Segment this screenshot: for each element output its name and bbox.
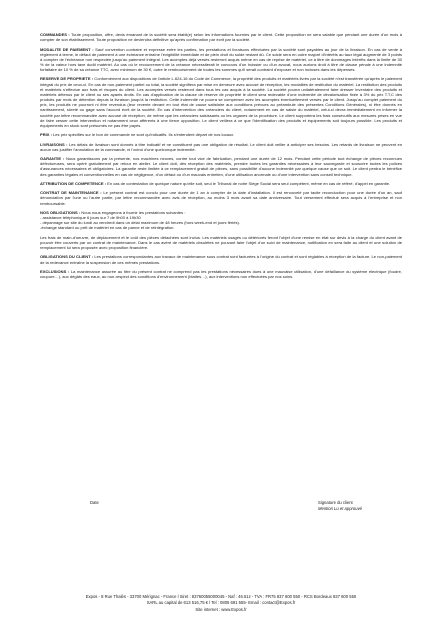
section-label: OBLIGATIONS DU CLIENT : [40,254,94,260]
company-footer [0,594,442,613]
section-text: Les délais de livraison sont donnés à titre indicatif et ne constituent pas une obligation de résultat. Le client doit veiller à anticiper ses besoins. Les retards de livraison ne peuvent en aucun cas justifier l'annulation de la commande, ni l'octroi d'une quelconque indemnité. [40,141,402,152]
section-text: Nous garantissons par la présente, nos machines neuves, contre tout vice de fabrication, pendant une durée de 12 mois. Pendant cette période tout échange de pièces reconnues défectueuses, sera opéré gratuitement par retour en atelier. Le client doit, dès réception des matériels, prendre toutes les garanties nécessaires à leur sauvegarde et souscrire toutes les polices d'assurances nécessaires et obligatoires. La garantie reste limitée à ce remplacement gratuit de pièces, sans possibilité d'aucune indemnité par quelque cause que ce soit. Le client perdra le bénéfice des garanties légales et conventionnelles en cas de négligence, d'un défaut ou d'un mauvais entretien, d'une utilisation anormale ou d'une intervention sans conseil technique. [40,156,403,177]
section-text: Le présent contrat est conclu pour une durée de 1 an à compter de la date d'installation. Il est renouvelé par tacite reconduction pour une durée d'un an, sauf dénonciation par l'une ou l'autre partie, par lettre recommandée avec avis de réception, au moins 3 mois avant sa date anniversaire. Tout versement effectué sera acquis à l'entreprise et non remboursable. [40,190,403,206]
section-text: La maintenance assurée au titre du présent contrat ne comprend pas les prestations nécessaires dues à une mauvaise utilisation, d'une défaillance du système électrique (foudre, coupure…), aux dégâts des eaux, au non-respect des conditions d'environnement (blattes…), aux interventions non effectuées par nos soins. [40,268,402,279]
section-text: Les prestations correspondantes aux travaux de maintenance sous contrat sont facturées à l'origine du contrat et sont réglables à réception de la facture. Le non-paiement de la redevance entraîne la suspension de ces mêmes prestations. [40,254,402,265]
section-attribution-competence [40,181,402,186]
section-nos-obligations [40,210,402,231]
signature-note: Mention Lu et approuvé [318,505,362,511]
section-text: En cas de contestation de quelque nature qu'elle soit, seul le Tribunal de notre Siège Social sera seul compétent, même en cas de référé, d'appel en garantie. [107,180,391,186]
section-label: CONTRAT DE MAINTENANCE : [40,190,102,196]
footer-contact-line: SARL au capital de 613 516,75 € l Tel : 0805 691 555- Email : contact@Expos.fr [146,600,296,606]
section-obligations-client [40,254,402,264]
section-label: COMMANDES : [40,32,70,37]
section-text: Les prix spécifiés sur le bon de commande ne sont qu'indicatifs. Ils s'entendent départ de nos locaux. [53,132,235,138]
section-label: GARANTIE : [40,156,65,162]
section-garantie [40,156,402,177]
section-prix [40,132,402,137]
date-label: Date [90,500,99,505]
section-modalite-paiement [40,47,402,73]
list-item: - dépannage sur site du lundi au vendredi dans un délai maximum de 48 heures (hors week-end et jours fériés). [40,220,240,226]
section-reserve-propriete [40,76,402,128]
section-commandes [40,32,402,42]
client-signature-block [318,500,362,511]
section-exclusions [40,269,402,279]
section-text: Les frais de main-d'oeuvre, de déplacement et le coût des pièces détachées sont inclus. Les matériels usagés ou détériorés feront l'objet d'une remise en état sur devis à la charge du client avant de pouvoir être couverts par un contrat de maintenance. Dans le cas avéré de matériels obsolètes ne pouvant faire l'objet d'un suivi de maintenance, notification en sera faite au client et une solution de remplacement lui sera proposée avec proposition financière. [40,234,402,250]
footer-company-line: Expos - 8 Rue Thalès - 33700 Mérignac - France l Siret : 83760055000045 - Naf : 46.51z - TVA : FR75 837 600 550 - RCS Bordeaux 837 600 550 [85,594,357,599]
list-item: -échange standard ou prêt de matériel en cas de panne et de réintégration. [40,225,175,231]
section-contrat-maintenance [40,190,402,205]
section-label: MODALITE DE PAIEMENT : [40,46,94,52]
section-label: PRIX : [40,132,52,138]
section-text: Toute proposition, offre, devis émanant de la société sera établi(e) selon les informations fournies par le client. Cette proposition ne sera valable que pendant une durée d'un mois à compter de son établissement. Toute proposition ne deviendra définitive qu'après confirmation par écrit par la société. [40,32,402,43]
section-label: ATTRIBUTION DE COMPETENCE : [40,180,107,186]
section-text: Conformément aux dispositions de l'article L.624-16 du Code de Commerce, la propriété des produits et matériels livrés par la société n'est transférée qu'après le paiement intégral du prix de ceux-ci. En cas de non-paiement partiel ou total, la société signifiera par mise en demeure avec accusé de réception, les modalités de restitution du matériel. La restitution des produits et matériels s'effectue aux frais et risques du client. Les acomptes versés resteront dans tous les cas acquis à la société. La société pourra unilatéralement faire dresser inventaire des produits et matériels détenus par le client ou ses ayants droits. En cas d'application de la clause de réserve de propriété le client sera redevable d'une indemnité de dévalorisation fixée à 3% du prix T.T.C des produits par mois de détention depuis la livraison jusqu'à la restitution. Cette indemnité ne pourra se compenser avec les acomptes éventuellement versés par le client. Jusqu'au complet paiement du prix, les produits ne pourront ni être revendus (leur revente devant en tout état de cause satisfaire aux conditions prévues au préambule des présentes Conditions Générales), ni être donnés en nantissement, sûreté ou gage sans l'accord écrit de la société. En cas d'intervention des créanciers du client, notamment en cas de saisie du matériel, celui-ci devra immédiatement en informer la société par lettre recommandée avec accusé de réception, de même que les créanciers saisissants ou les organes de la procédure. Le client supportera les frais consécutifs aux mesures prises en vue de faire cesser cette intervention et notamment ceux afférents à une tierce opposition. Le client veillera à ce que l'identification des produits et équipements soit toujours possible. Les produits et équipements en stock sont présumés ne pas être payés. [40,76,403,128]
section-label: RESERVE DE PROPRIETE : [40,76,94,82]
list-item: - assistance téléphonique 6 jours sur 7 de 9h00 à 19h30 [40,215,141,221]
section-text: Sauf convention contraire et expresse entre les parties, les prestations et livraisons effectuées par la société sont payables au jour de la livraison. En cas de vente à règlement à terme, le défaut de paiement à une échéance entraîne l'exigibilité immédiate et de plein droit du solde restant dû. Ce solde sera en outre majoré d'intérêts au taux légal augmenté de 3 points à compter de l'échéance non respectée jusqu'au paiement intégral. Les acomptes déjà versés resteront acquis même en cas de reprise de matériel, ce à titre de dommages intérêts dans la limite de 30 % de la valeur hors taxe dudit matériel. Au cas où le recouvrement de la créance nécessiterait le concours d'un huissier ou d'un avocat, nous aurions droit à titre de clause pénale à une indemnité forfaitaire de 10 % de sa créance TTC, avec minimum de 30 €, outre le remboursement de toutes les sommes qu'il serait contraint d'exposer et non incluses dans les dépenses. [40,46,403,73]
section-label: EXCLUSIONS : [40,268,70,274]
section-text: Nous nous engageons à fournir les prestations suivantes : [81,209,186,215]
section-livraisons [40,142,402,152]
signature-label: Signature du client [318,500,353,505]
footer-website-line: Site internet : www.Expos.fr [195,606,247,612]
section-label: NOS OBLIGATIONS : [40,209,81,215]
section-frais [40,235,402,250]
section-label: LIVRAISONS : [40,141,68,147]
obligations-list [40,215,402,230]
